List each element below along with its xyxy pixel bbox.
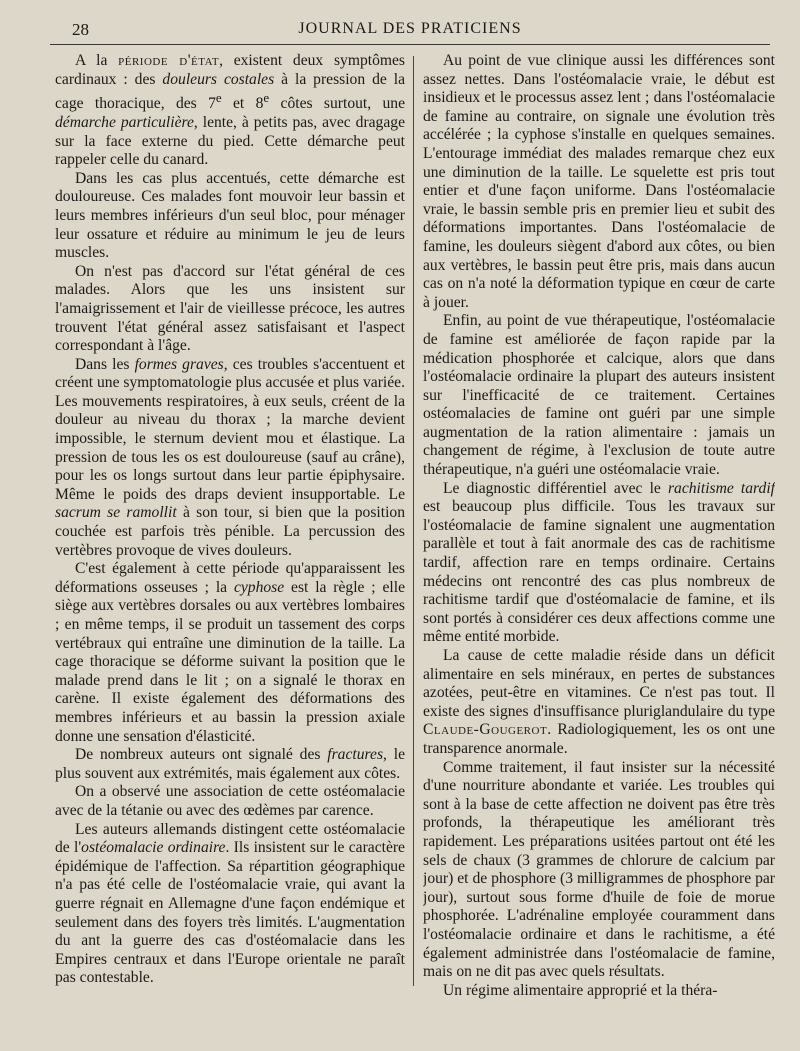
paragraph: Comme traitement, il faut insister sur la nécessité d'une nourriture abondante et variée. Les troubles qui sont à la base de cette affection ne doivent pas être très profonds, la thérapeutique les améliorant très rapidement. Les préparations usitées partout ont été les sels de chaux (3 grammes de chlorure de calcium par jour) et de phosphore (3 milligrammes de phosphore par jour), surtout sous forme d'huile de foie de morue phosphorée. L'adrénaline employée couramment dans l'ostéomalacie ordinaire et dans le rachitisme, a été également administrée dans l'ostéomalacie de famine, mais on ne dit pas avec quels résultats. xyxy=(423,758,775,981)
paragraph: Le diagnostic différentiel avec le rachitisme tardif est beaucoup plus difficile. Tous les travaux sur l'ostéomalacie de famine signalent une augmentation parallèle et tout à fait anormale des cas de rachitisme tardif, affection rare en temps ordinaire. Certains médecins ont rencontré des cas plus nombreux de rachitisme tardif que d'ostéomalacie de famine, et ils sont portés à considérer ces deux affections comme une même entité morbide. xyxy=(423,479,775,646)
paragraph: On n'est pas d'accord sur l'état général de ces malades. Alors que les uns insistent sur l'amaigrissement et l'air de vieillesse précoce, les autres trouvent l'état général assez satisfaisant et l'aspect correspondant à l'âge. xyxy=(55,262,405,355)
paragraph: On a observé une association de cette ostéomalacie avec de la tétanie ou avec des œdèmes par carence. xyxy=(55,783,405,819)
paragraph: La cause de cette maladie réside dans un déficit alimentaire en sels minéraux, en pertes de substances azotées, peut-être en vitamines. Ce n'est pas tout. Il existe des signes d'insuffisance pluriglandulaire du type Claude-Gougerot. Radiologiquement, les os ont une transparence anormale. xyxy=(423,647,775,757)
page-number: 28 xyxy=(72,20,89,39)
paragraph: Un régime alimentaire approprié et la théra- xyxy=(443,981,718,999)
paragraph: Au point de vue clinique aussi les différences sont assez nettes. Dans l'ostéomalacie vraie, le début est insidieux et le processus assez lent ; dans l'ostéomalacie de famine au contraire, on signale une évolution très accélérée ; la cyphose s'installe en quelques semaines. L'entourage immédiat des malades remarque chez eux une diminution de la taille. Le squelette est pris tout entier et d'une façon uniforme. Dans l'ostéomalacie vraie, le bassin semble pris en premier lieu et subit des déformations importantes. Dans l'ostéomalacie de famine, les douleurs siègent d'abord aux côtes, ou bien aux vertèbres, le bassin peut être pris, mais dans aucun cas on n'a noté la déformation typique en cœur de carte à jouer. xyxy=(423,52,775,311)
column-divider xyxy=(413,56,414,986)
paragraph: Dans les formes graves, ces troubles s'accentuent et créent une symptomatologie plus accusée et plus variée. Les mouvements respiratoires, à eux seuls, créent de la douleur au niveau du thorax ; la marche devient impossible, le sternum devient mou et élastique. La pression de tous les os est douloureuse (sauf au crâne), pour les os longs surtout dans leur partie épiphysaire. Même le poids des draps devient insupportable. Le sacrum se ramollit à son tour, si bien que la position couchée est parfois très pénible. La percussion des vertèbres provoque de vives douleurs. xyxy=(55,355,405,559)
paragraph: De nombreux auteurs ont signalé des fractures, le plus souvent aux extrémités, mais également aux côtes. xyxy=(55,746,405,782)
right-column xyxy=(423,52,775,1042)
paragraph: Les auteurs allemands distingent cette ostéomalacie de l'ostéomalacie ordinaire. Ils insistent sur le caractère épidémique de l'affection. Sa répartition géographique n'a pas été celle de l'ostéomalacie vraie, qui avant la guerre régnait en Allemagne d'une façon endémique et seulement dans des foyers très limités. L'augmentation du ant la guerre des cas d'ostéomalacie dans les Empires centraux et dans l'Europe orientale ne paraît pas contestable. xyxy=(55,820,405,987)
left-column xyxy=(55,52,405,1042)
paragraph: Enfin, au point de vue thérapeutique, l'ostéomalacie de famine est améliorée de façon rapide par la médication phosphorée et calcique, alors que dans l'ostéomalacie ordinaire la plupart des auteurs insistent sur l'inefficacité de ce traitement. Certaines ostéomalacies de famine ont guéri par une simple augmentation de la ration alimentaire : jamais un changement de régime, à l'exclusion de toute autre thérapeutique, n'a guéri une ostéomalacie vraie. xyxy=(423,312,775,479)
paragraph: A la période d'état, existent deux symptômes cardinaux : des douleurs costales à la pression de la cage thoracique, des 7e et 8e côtes surtout, une démarche particulière, lente, à petits pas, avec dragage sur la face externe du pied. Cette démarche peut rappeler celle du canard. xyxy=(55,52,405,169)
running-header xyxy=(50,14,770,45)
paragraph: Dans les cas plus accentués, cette démarche est douloureuse. Ces malades font mouvoir leur bassin et leurs membres inférieurs d'un seul bloc, pour ménager leur ossature et réduire au minimum le jeu de leurs muscles. xyxy=(55,169,405,262)
paragraph: C'est également à cette période qu'apparaissent les déformations osseuses ; la cyphose est la règle ; elle siège aux vertèbres dorsales ou aux vertèbres lombaires ; en même temps, il se produit un tassement des corps vertébraux qui entraîne une diminution de la taille. La cage thoracique se déforme suivant la position que le malade prend dans le lit ; on a signalé le thorax en carène. Il existe également des déformations des membres inférieurs et au bassin la pression axiale donne une sensation d'élasticité. xyxy=(55,560,405,745)
journal-title: JOURNAL DES PRATICIENS xyxy=(298,20,522,37)
